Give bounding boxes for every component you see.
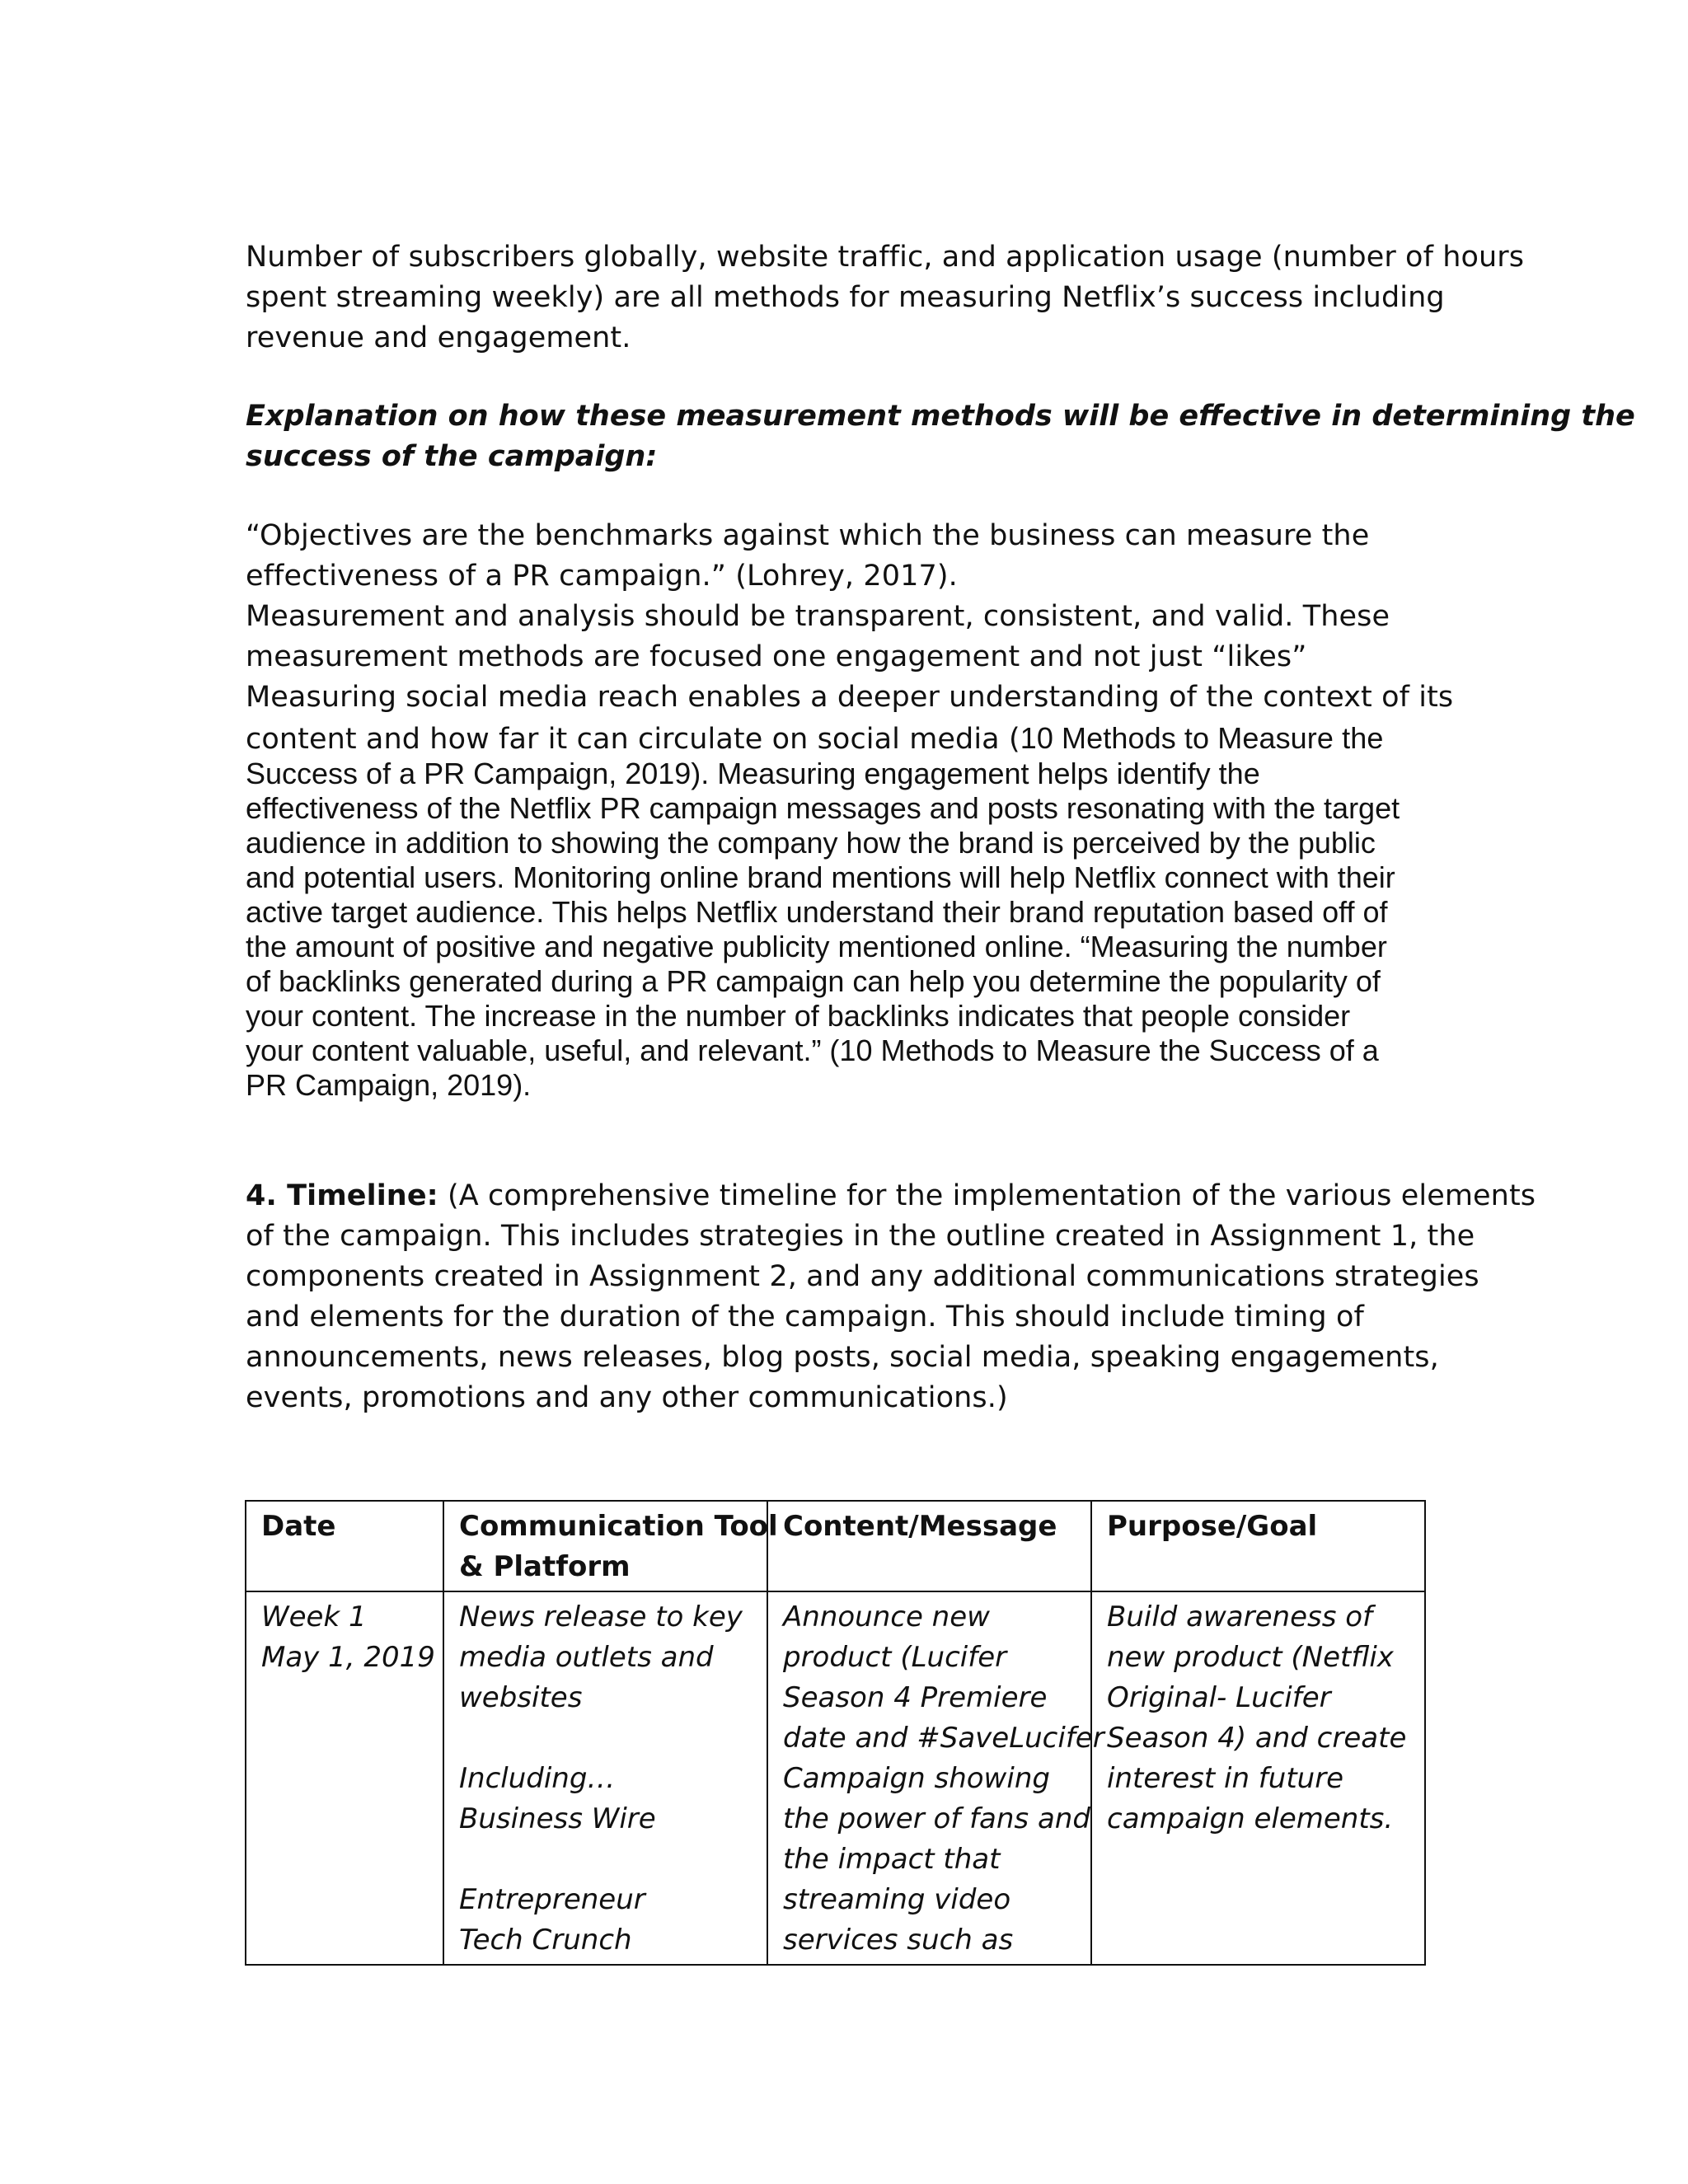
heading-line: success of the campaign: [246, 440, 658, 473]
header-tool-line: & Platform [459, 1550, 631, 1583]
cell-line: interest in future [1107, 1762, 1344, 1795]
cell-line: the impact that [783, 1843, 1001, 1876]
body-line: effectiveness of a PR campaign.” (Lohrey, 2017). [246, 560, 958, 593]
cell-gap [459, 1718, 753, 1759]
timeline-table [245, 1500, 1426, 1966]
body-line: your content valuable, useful, and relevant.” (10 Methods to Measure the Success of a [246, 1033, 1379, 1067]
header-tool-line: Communication Tool [459, 1510, 778, 1543]
cell-gap [459, 1840, 753, 1880]
body-line: “Objectives are the benchmarks against which the business can measure the [246, 519, 1370, 552]
body-line: measurement methods are focused one engagement and not just “likes” [246, 640, 1307, 673]
cell-line: Business Wire [459, 1802, 656, 1835]
cell-date [246, 1591, 443, 1965]
cell-line: the power of fans and [783, 1802, 1090, 1835]
body-line: of backlinks generated during a PR campaign can help you determine the popularity of [246, 964, 1381, 998]
cell-line: News release to key [459, 1601, 743, 1633]
cell-line: Season 4 Premiere [783, 1681, 1048, 1714]
body-line: Measurement and analysis should be transparent, consistent, and valid. These [246, 600, 1390, 633]
cell-line: streaming video [783, 1883, 1011, 1916]
body-line: the amount of positive and negative publicity mentioned online. “Measuring the number [246, 930, 1387, 963]
body-fragment-arial: 10 Methods to Measure the [1020, 721, 1384, 755]
timeline-line: announcements, news releases, blog posts, social media, speaking engagements, [246, 1341, 1439, 1374]
cell-line: Season 4) and create [1107, 1722, 1407, 1755]
body-line: Measuring social media reach enables a deeper understanding of the context of its [246, 681, 1454, 714]
cell-line: new product (Netflix [1107, 1641, 1394, 1674]
cell-line: Original- Lucifer [1107, 1681, 1331, 1714]
cell-line: Tech Crunch [459, 1924, 632, 1957]
cell-line: Build awareness of [1107, 1601, 1373, 1633]
body-line: Success of a PR Campaign, 2019). Measuring engagement helps identify the [246, 757, 1260, 790]
cell-line: media outlets and [459, 1641, 714, 1674]
intro-line: Number of subscribers globally, website traffic, and application usage (number of hours [246, 241, 1525, 274]
header-purpose: Purpose/Goal [1091, 1501, 1425, 1591]
timeline-line: components created in Assignment 2, and any additional communications strategies [246, 1260, 1479, 1293]
timeline-line: and elements for the duration of the campaign. This should include timing of [246, 1301, 1364, 1333]
timeline-first-line-rest: (A comprehensive timeline for the implementation of the various elements [438, 1179, 1536, 1212]
cell-line: Including… [459, 1762, 616, 1795]
cell-tool [443, 1591, 767, 1965]
cell-line: Week 1 [261, 1601, 367, 1633]
explanation-body-a [246, 516, 1454, 760]
timeline-line: of the campaign. This includes strategies in the outline created in Assignment 1, the [246, 1220, 1475, 1253]
timeline-line: events, promotions and any other communications.) [246, 1381, 1008, 1414]
table-header-row [246, 1501, 1425, 1591]
cell-line: campaign elements. [1107, 1802, 1394, 1835]
explanation-body-b [246, 757, 1432, 1103]
explanation-heading [246, 396, 1635, 477]
cell-line: Entrepreneur [459, 1883, 645, 1916]
cell-purpose [1091, 1591, 1425, 1965]
cell-line: Campaign showing [783, 1762, 1050, 1795]
body-line: active target audience. This helps Netflix understand their brand reputation based off of [246, 895, 1388, 929]
table-row [246, 1591, 1425, 1965]
intro-line: revenue and engagement. [246, 321, 631, 354]
body-line: PR Campaign, 2019). [246, 1068, 532, 1102]
body-fragment: content and how far it can circulate on social media ( [246, 723, 1020, 756]
cell-line: date and #SaveLucifer [783, 1722, 1104, 1755]
body-line-mixed [246, 718, 1432, 760]
cell-line: May 1, 2019 [261, 1641, 435, 1674]
timeline-first-line [246, 1176, 1536, 1216]
cell-line: services such as [783, 1924, 1014, 1957]
body-line: effectiveness of the Netflix PR campaign messages and posts resonating with the target [246, 791, 1400, 825]
header-content: Content/Message [767, 1501, 1091, 1591]
header-date: Date [246, 1501, 443, 1591]
body-line: and potential users. Monitoring online brand mentions will help Netflix connect with their [246, 860, 1395, 894]
intro-line: spent streaming weekly) are all methods for measuring Netflix’s success including [246, 281, 1445, 314]
timeline-section [246, 1176, 1536, 1418]
timeline-label: 4. Timeline: [246, 1179, 438, 1212]
heading-line: Explanation on how these measurement methods will be effective in determining the [246, 400, 1635, 433]
cell-line: Announce new [783, 1601, 990, 1633]
cell-content [767, 1591, 1104, 1965]
cell-line: product (Lucifer [783, 1641, 1007, 1674]
cell-line: websites [459, 1681, 583, 1714]
intro-paragraph [246, 237, 1525, 359]
body-line: audience in addition to showing the company how the brand is perceived by the public [246, 826, 1376, 860]
header-tool [443, 1501, 778, 1591]
body-line: your content. The increase in the number of backlinks indicates that people consider [246, 999, 1351, 1033]
